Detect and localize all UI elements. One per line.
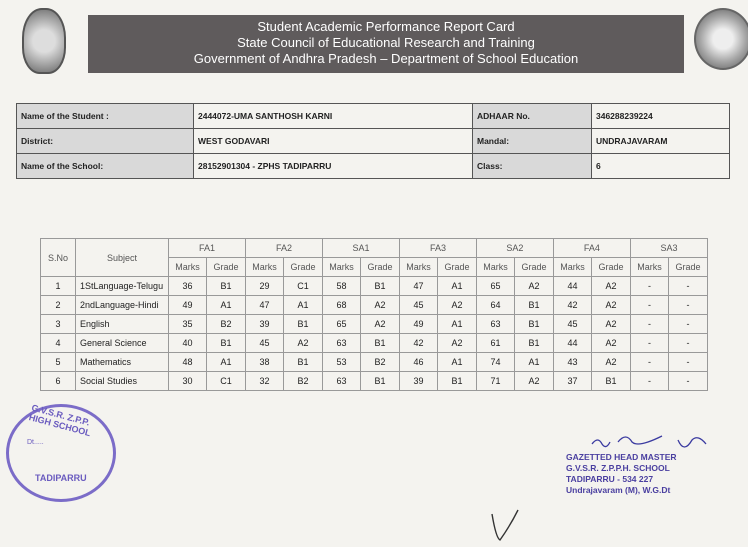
grade-cell: B1 [592, 372, 631, 391]
row-subject: 2ndLanguage-Hindi [76, 296, 169, 315]
marks-cell: 44 [553, 334, 591, 353]
marks-cell: 32 [245, 372, 283, 391]
row-subject: Mathematics [76, 353, 169, 372]
marks-cell: 47 [399, 277, 437, 296]
grade-cell: A1 [207, 296, 246, 315]
exam-header: FA3 [399, 239, 476, 258]
marks-cell: 30 [169, 372, 207, 391]
grade-cell: A1 [515, 353, 554, 372]
marks-cell: 74 [476, 353, 514, 372]
adhaar-value: 346288239224 [592, 104, 730, 129]
stamp-top-text: G.V.S.R. Z.P.P. HIGH SCHOOL [27, 402, 92, 439]
grade-cell: A2 [515, 372, 554, 391]
grade-cell: A2 [592, 296, 631, 315]
grade-cell: A2 [361, 315, 400, 334]
grade-subheader: Grade [284, 258, 323, 277]
name-label: Name of the Student : [17, 104, 194, 129]
grade-cell: - [669, 315, 708, 334]
exam-header: SA3 [630, 239, 707, 258]
row-subject: 1StLanguage-Telugu [76, 277, 169, 296]
marks-cell: 39 [245, 315, 283, 334]
hm-line3: TADIPARRU - 534 227 [566, 474, 654, 484]
row-sno: 4 [41, 334, 76, 353]
grade-subheader: Grade [438, 258, 477, 277]
grade-cell: A2 [592, 353, 631, 372]
marks-cell: - [630, 277, 668, 296]
marks-table [40, 238, 708, 391]
school-label: Name of the School: [17, 154, 194, 179]
marks-cell: 38 [245, 353, 283, 372]
marks-cell: - [630, 334, 668, 353]
marks-cell: 39 [399, 372, 437, 391]
marks-subheader: Marks [553, 258, 591, 277]
table-row [41, 353, 708, 372]
grade-cell: - [669, 296, 708, 315]
grade-cell: B1 [284, 315, 323, 334]
stamp-bottom-text: TADIPARRU [35, 473, 87, 483]
subject-header: Subject [76, 239, 169, 277]
marks-cell: 48 [169, 353, 207, 372]
grade-cell: A2 [284, 334, 323, 353]
marks-subheader: Marks [169, 258, 207, 277]
row-sno: 5 [41, 353, 76, 372]
marks-cell: 68 [322, 296, 360, 315]
grade-cell: C1 [284, 277, 323, 296]
marks-cell: 49 [169, 296, 207, 315]
grade-cell: B1 [361, 334, 400, 353]
marks-subheader: Marks [322, 258, 360, 277]
hm-line4: Undrajavaram (M), W.G.Dt [566, 485, 671, 495]
grade-cell: B2 [361, 353, 400, 372]
marks-cell: - [630, 315, 668, 334]
grade-cell: A1 [207, 353, 246, 372]
report-header [88, 15, 684, 73]
marks-cell: 45 [553, 315, 591, 334]
marks-cell: 29 [245, 277, 283, 296]
scert-seal-icon [694, 8, 748, 70]
signature-mark [486, 508, 526, 544]
row-sno: 1 [41, 277, 76, 296]
report-title: Student Academic Performance Report Card [257, 19, 515, 34]
row-subject: General Science [76, 334, 169, 353]
marks-subheader: Marks [630, 258, 668, 277]
marks-cell: - [630, 296, 668, 315]
grade-subheader: Grade [207, 258, 246, 277]
marks-cell: 44 [553, 277, 591, 296]
stamp-date: Dt..... [27, 439, 44, 446]
class-value: 6 [592, 154, 730, 179]
marks-cell: 65 [322, 315, 360, 334]
grade-subheader: Grade [361, 258, 400, 277]
school-value: 28152901304 - ZPHS TADIPARRU [194, 154, 473, 179]
marks-cell: 45 [399, 296, 437, 315]
grade-cell: B1 [284, 353, 323, 372]
marks-cell: 53 [322, 353, 360, 372]
row-sno: 6 [41, 372, 76, 391]
row-sno: 2 [41, 296, 76, 315]
grade-cell: C1 [207, 372, 246, 391]
table-row [41, 277, 708, 296]
grade-cell: B1 [515, 296, 554, 315]
marks-cell: 65 [476, 277, 514, 296]
grade-subheader: Grade [669, 258, 708, 277]
grade-cell: - [669, 277, 708, 296]
district-label: District: [17, 129, 194, 154]
grade-cell: A1 [438, 315, 477, 334]
marks-cell: 37 [553, 372, 591, 391]
grade-cell: A1 [438, 277, 477, 296]
exam-header: SA2 [476, 239, 553, 258]
grade-cell: B1 [361, 277, 400, 296]
exam-header: FA1 [169, 239, 246, 258]
grade-cell: A1 [438, 353, 477, 372]
hm-line2: G.V.S.R. Z.P.P.H. SCHOOL [566, 463, 670, 473]
grade-cell: B1 [207, 277, 246, 296]
marks-cell: 49 [399, 315, 437, 334]
marks-cell: 42 [553, 296, 591, 315]
row-subject: Social Studies [76, 372, 169, 391]
marks-cell: 36 [169, 277, 207, 296]
mandal-value: UNDRAJAVARAM [592, 129, 730, 154]
grade-cell: A2 [515, 277, 554, 296]
grade-cell: B1 [207, 334, 246, 353]
marks-cell: 63 [322, 372, 360, 391]
table-row [41, 315, 708, 334]
table-row [41, 334, 708, 353]
grade-cell: B1 [361, 372, 400, 391]
grade-cell: A2 [361, 296, 400, 315]
marks-cell: 35 [169, 315, 207, 334]
exam-header: FA2 [245, 239, 322, 258]
marks-cell: 43 [553, 353, 591, 372]
department-name: Government of Andhra Pradesh – Department of School Education [193, 51, 579, 66]
grade-cell: A2 [592, 334, 631, 353]
grade-subheader: Grade [592, 258, 631, 277]
marks-cell: 46 [399, 353, 437, 372]
grade-cell: A2 [592, 315, 631, 334]
hm-line1: GAZETTED HEAD MASTER [566, 452, 677, 462]
grade-cell: B1 [515, 315, 554, 334]
marks-subheader: Marks [399, 258, 437, 277]
grade-cell: A2 [592, 277, 631, 296]
name-value: 2444072-UMA SANTHOSH KARNI [194, 104, 473, 129]
marks-cell: 64 [476, 296, 514, 315]
class-label: Class: [473, 154, 592, 179]
grade-cell: A2 [438, 296, 477, 315]
grade-cell: B1 [515, 334, 554, 353]
marks-cell: 61 [476, 334, 514, 353]
exam-header: FA4 [553, 239, 630, 258]
marks-cell: - [630, 353, 668, 372]
mandal-label: Mandal: [473, 129, 592, 154]
council-name: State Council of Educational Research and Training [237, 35, 535, 50]
grade-cell: - [669, 353, 708, 372]
grade-cell: B2 [207, 315, 246, 334]
table-row [41, 372, 708, 391]
headmaster-stamp [566, 452, 677, 496]
marks-cell: 42 [399, 334, 437, 353]
marks-subheader: Marks [476, 258, 514, 277]
marks-cell: 63 [476, 315, 514, 334]
marks-subheader: Marks [245, 258, 283, 277]
marks-cell: 58 [322, 277, 360, 296]
grade-subheader: Grade [515, 258, 554, 277]
marks-cell: 47 [245, 296, 283, 315]
grade-cell: - [669, 372, 708, 391]
row-subject: English [76, 315, 169, 334]
marks-cell: 40 [169, 334, 207, 353]
grade-cell: B2 [284, 372, 323, 391]
exam-header: SA1 [322, 239, 399, 258]
marks-cell: - [630, 372, 668, 391]
marks-cell: 71 [476, 372, 514, 391]
marks-cell: 63 [322, 334, 360, 353]
district-value: WEST GODAVARI [194, 129, 473, 154]
marks-cell: 45 [245, 334, 283, 353]
row-sno: 3 [41, 315, 76, 334]
grade-cell: A1 [284, 296, 323, 315]
grade-cell: B1 [438, 372, 477, 391]
sno-header: S.No [41, 239, 76, 277]
student-info-table [16, 103, 730, 179]
table-row [41, 296, 708, 315]
adhaar-label: ADHAAR No. [473, 104, 592, 129]
government-emblem-icon [22, 8, 66, 74]
grade-cell: - [669, 334, 708, 353]
grade-cell: A2 [438, 334, 477, 353]
school-stamp [6, 404, 116, 502]
